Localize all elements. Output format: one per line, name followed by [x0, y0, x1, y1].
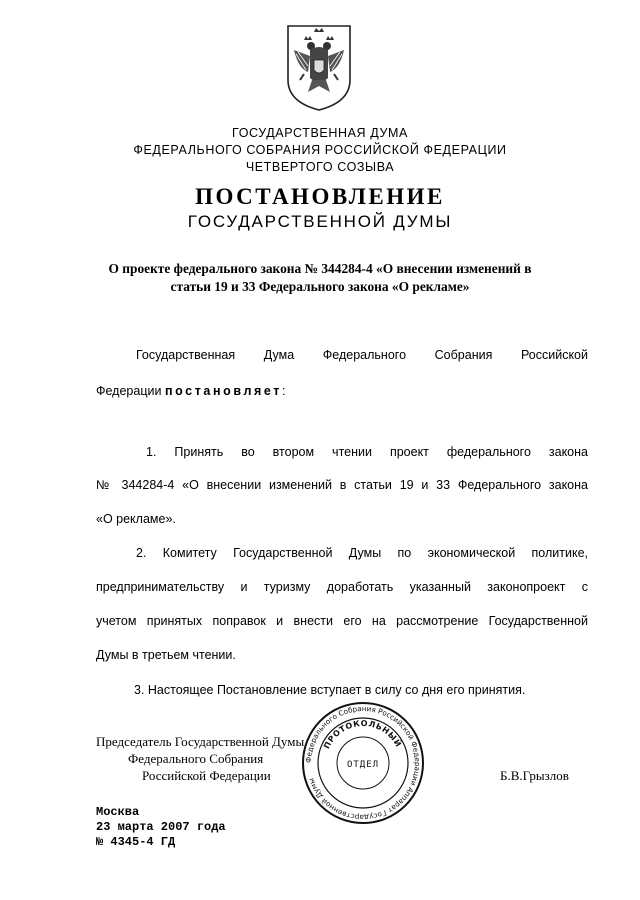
preamble-line-2 [96, 384, 286, 398]
item-1-line-1: 1. Принять во втором чтении проект федерального закона [146, 445, 588, 459]
item-2-line-3: учетом принятых поправок и внести его на рассмотрение Государственной [96, 614, 588, 628]
subject-line-2: статьи 19 и 33 Федерального закона «О рекламе» [170, 279, 470, 294]
document-issuer-title: ГОСУДАРСТВЕННОЙ ДУМЫ [187, 212, 453, 231]
preamble-line-1: Государственная Дума Федерального Собрания Российской [136, 348, 588, 362]
place-of-adoption: Москва [96, 805, 140, 819]
russian-coat-of-arms-icon [284, 22, 354, 112]
document-type-title: ПОСТАНОВЛЕНИЕ [195, 184, 445, 209]
stamp-inner-text: ПРОТОКОЛЬНЫЙ [322, 718, 404, 751]
adoption-date: 23 марта 2007 года [96, 820, 226, 834]
item-1-line-3: «О рекламе». [96, 512, 176, 526]
subject-line-1: О проекте федерального закона № 344284-4 «О внесении изменений в [108, 261, 532, 276]
org-name-line-2: ФЕДЕРАЛЬНОГО СОБРАНИЯ РОССИЙСКОЙ ФЕДЕРАЦИИ [133, 143, 507, 157]
document-number: № 4345-4 ГД [96, 835, 176, 849]
signatory-title-line-1: Председатель Государственной Думы [96, 734, 305, 749]
org-name-line-1: ГОСУДАРСТВЕННАЯ ДУМА [232, 126, 408, 140]
preamble-suffix: : [282, 384, 286, 398]
signatory-title-line-2: Федерального Собрания [128, 751, 264, 766]
item-2-line-2: предпринимательству и туризму доработать указанный законопроект с [96, 580, 588, 594]
decision-verb: постановляет [164, 384, 283, 398]
item-1-line-2: № 344284-4 «О внесении изменений в статьи 19 и 33 Федерального закона [96, 478, 588, 492]
signatory-title-line-3: Российской Федерации [142, 768, 271, 783]
svg-text:ПРОТОКОЛЬНЫЙ [322, 719, 405, 750]
preamble-prefix: Федерации [96, 384, 165, 398]
convocation-line: ЧЕТВЕРТОГО СОЗЫВА [245, 160, 395, 174]
signatory-name: Б.В.Грызлов [500, 768, 569, 783]
stamp-outer-text: Федерального Собрания Российской Федерации Аппарат Государственной Думы [303, 703, 423, 823]
item-2-line-1: 2. Комитету Государственной Думы по экономической политике, [136, 546, 588, 560]
protocol-department-stamp [300, 700, 426, 826]
item-3-line-1: 3. Настоящее Постановление вступает в силу со дня его принятия. [134, 683, 526, 697]
item-2-line-4: Думы в третьем чтении. [96, 648, 236, 662]
stamp-center-text: ОТДЕЛ [346, 760, 380, 770]
